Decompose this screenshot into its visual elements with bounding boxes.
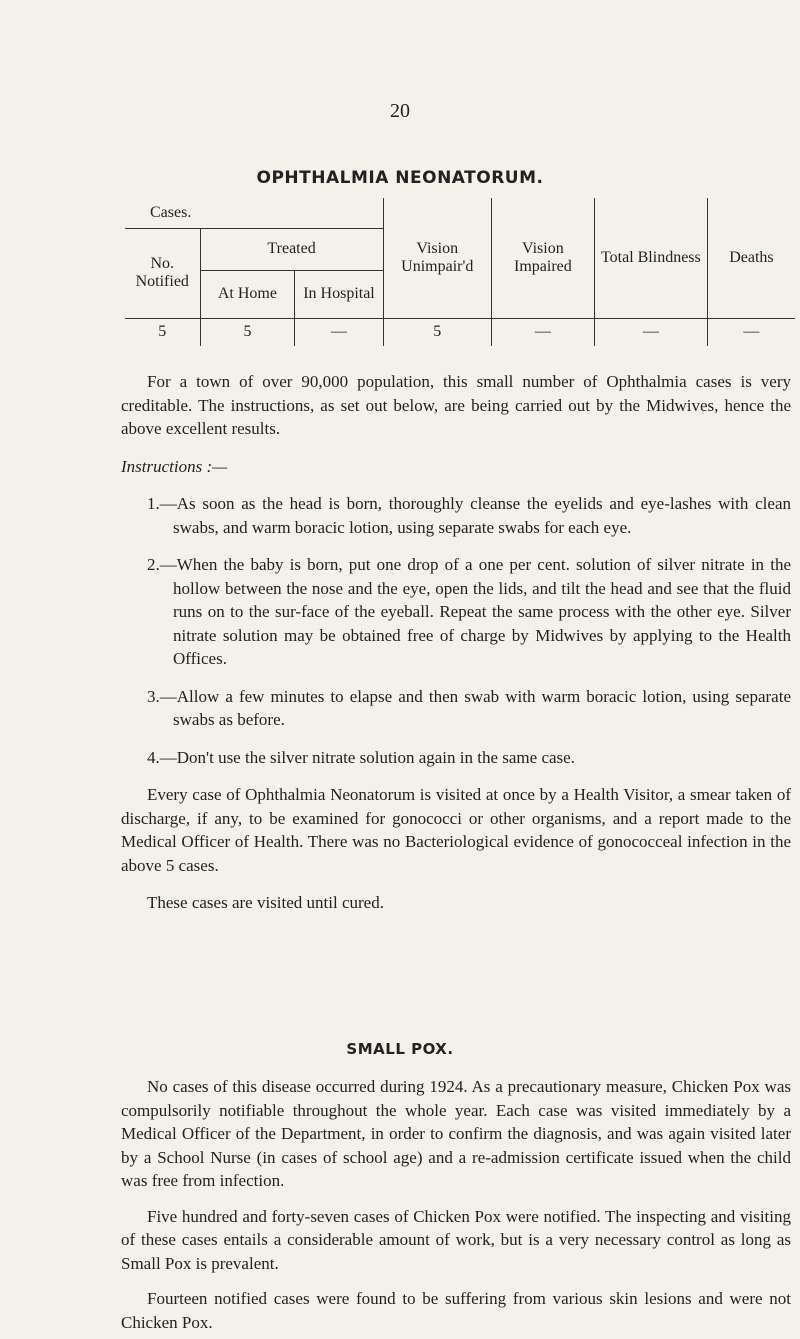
vision-impaired-header: Vision Impaired [491,198,594,318]
section-title-ophthalmia: OPHTHALMIA NEONATORUM. [256,168,544,188]
instruction-item: 4.—Don't use the silver nitrate solution again in the same case. [147,747,575,767]
ophthalmia-table [125,198,795,346]
instruction-item: 3.—Allow a few minutes to elapse and then swab with warm boracic lotion, using separate swabs as before. [147,686,791,729]
table-cell: — [594,318,707,346]
skin-lesions-paragraph: Fourteen notified cases were found to be suffering from various skin lesions and were not Chicken Pox. [121,1289,791,1332]
cases-header: Cases. [125,198,383,228]
treated-header: Treated [200,228,383,270]
page-number: 20 [390,100,410,122]
no-notified-header: No. Notified [125,228,200,318]
instruction-item: 2.—When the baby is born, put one drop of a one per cent. solution of silver nitrate in the hollow between the nose and the eye, open the lids, and tilt the head and see that the fluid runs on to the sur-face of the eyeball. Repeat the same process with the other eye. Silver nitrate solution may be obtained free of charge by Midwives by applying to the Health Offices. [147,555,791,668]
cured-paragraph: These cases are visited until cured. [147,893,384,912]
instructions-list [121,492,791,769]
table-row [125,318,795,346]
smallpox-body [121,1075,791,1334]
table-cell: 5 [200,318,295,346]
smallpox-paragraph: No cases of this disease occurred during 1924. As a precautionary measure, Chicken Pox was compulsorily notifiable throughout the whole year. Each case was visited immediately by a Medical Officer of the Department, in order to confirm the diagnosis, and was again visited later by a School Nurse (in cases of school age) and a re-admission certificate issued when the child was free from infection. [121,1077,791,1190]
deaths-header: Deaths [729,248,774,266]
instructions-label: Instructions :— [121,456,228,476]
table-cell: 5 [383,318,491,346]
table-cell: — [491,318,594,346]
section-title-smallpox: SMALL POX. [346,1040,454,1058]
table-cell: — [295,318,383,346]
at-home-header: At Home [200,270,295,318]
visit-paragraph: Every case of Ophthalmia Neonatorum is visited at once by a Health Visitor, a smear taken of discharge, if any, to be examined for gonococci or other organisms, and a report made to the Medical Officer of Health. There was no Bacteriological evidence of gonococceal infection in the above 5 cases. [121,785,791,875]
ophthalmia-body [121,370,791,915]
vision-unimpaired-header: Vision Unimpair'd [383,198,491,318]
intro-paragraph: For a town of over 90,000 population, this small number of Ophthalmia cases is very creditable. The instructions, as set out below, are being carried out by the Midwives, hence the above excellent results. [121,372,791,438]
table-cell: 5 [125,318,200,346]
in-hospital-header: In Hospital [303,285,375,302]
total-blindness-header: Total Blindness [594,198,707,318]
table-cell: — [707,318,795,346]
chickenpox-paragraph: Five hundred and forty-seven cases of Chicken Pox were notified. The inspecting and visiting of these cases entails a considerable amount of work, but is a very necessary control as long as Small Pox is prevalent. [121,1206,791,1273]
instruction-item: 1.—As soon as the head is born, thoroughly cleanse the eyelids and eye-lashes with clean swabs, and warm boracic lotion, using separate swabs for each eye. [147,494,791,537]
